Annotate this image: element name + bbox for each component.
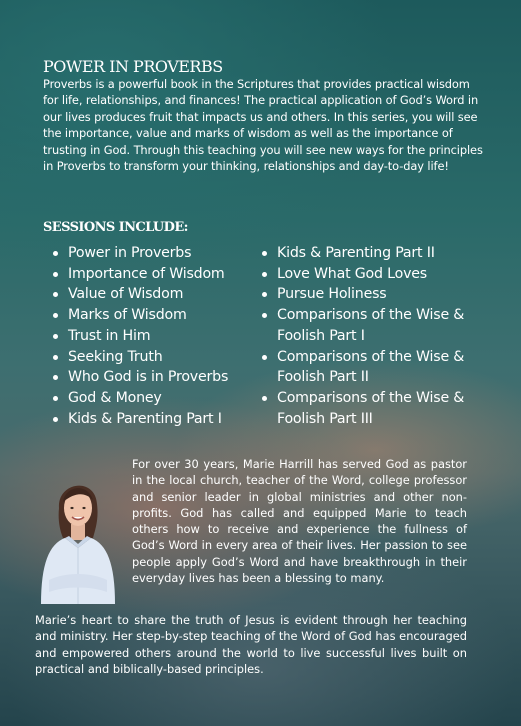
list-item: Comparisons of the Wise & Foolish Part II — [259, 347, 509, 388]
list-item: Comparisons of the Wise & Foolish Part III — [259, 388, 509, 429]
list-item: Kids & Parenting Part I — [50, 409, 260, 430]
sessions-heading: SESSIONS INCLUDE: — [43, 220, 188, 235]
page-title: POWER IN PROVERBS — [43, 57, 223, 76]
list-item: Comparisons of the Wise & Foolish Part I — [259, 305, 509, 346]
list-item: Who God is in Proverbs — [50, 367, 260, 388]
list-item: Importance of Wisdom — [50, 264, 260, 285]
sessions-list-column-1 — [50, 243, 260, 429]
list-item: Trust in Him — [50, 326, 260, 347]
list-item: God & Money — [50, 388, 260, 409]
list-item: Marks of Wisdom — [50, 305, 260, 326]
bio-paragraph-2: Marie’s heart to share the truth of Jesus is evident through her teaching and ministry. Her step-by-step teaching of the Word of God has encouraged and empowered others around the world to live successful lives built on practical and biblically-based principles. — [35, 613, 467, 676]
list-item: Kids & Parenting Part II — [259, 243, 509, 264]
author-portrait — [35, 468, 121, 604]
list-item: Pursue Holiness — [259, 284, 509, 305]
bio-paragraph-1: For over 30 years, Marie Harrill has served God as pastor in the local church, teacher of the Word, college professor and senior leader in global ministries and other non-profits. God has called and equipped Marie to teach others how to receive and experience the fullness of God’s Word in every area of their lives. Her passion to see people apply God’s Word and have breakthrough in their everyday lives has been a blessing to many. — [132, 457, 467, 586]
intro-paragraph: Proverbs is a powerful book in the Scriptures that provides practical wisdom for life, relationships, and finances! The practical application of God’s Word in our lives produces fruit that impacts us and others. In this series, you will see the importance, value and marks of wisdom as well as the importance of trusting in God. Through this teaching you will see new ways for the principles in Proverbs to transform your thinking, relationships and day-to-day life! — [43, 77, 483, 174]
list-item: Seeking Truth — [50, 347, 260, 368]
author-portrait-illustration — [35, 468, 121, 604]
list-item: Love What God Loves — [259, 264, 509, 285]
sessions-list-column-2 — [259, 243, 509, 429]
list-item: Power in Proverbs — [50, 243, 260, 264]
list-item: Value of Wisdom — [50, 284, 260, 305]
